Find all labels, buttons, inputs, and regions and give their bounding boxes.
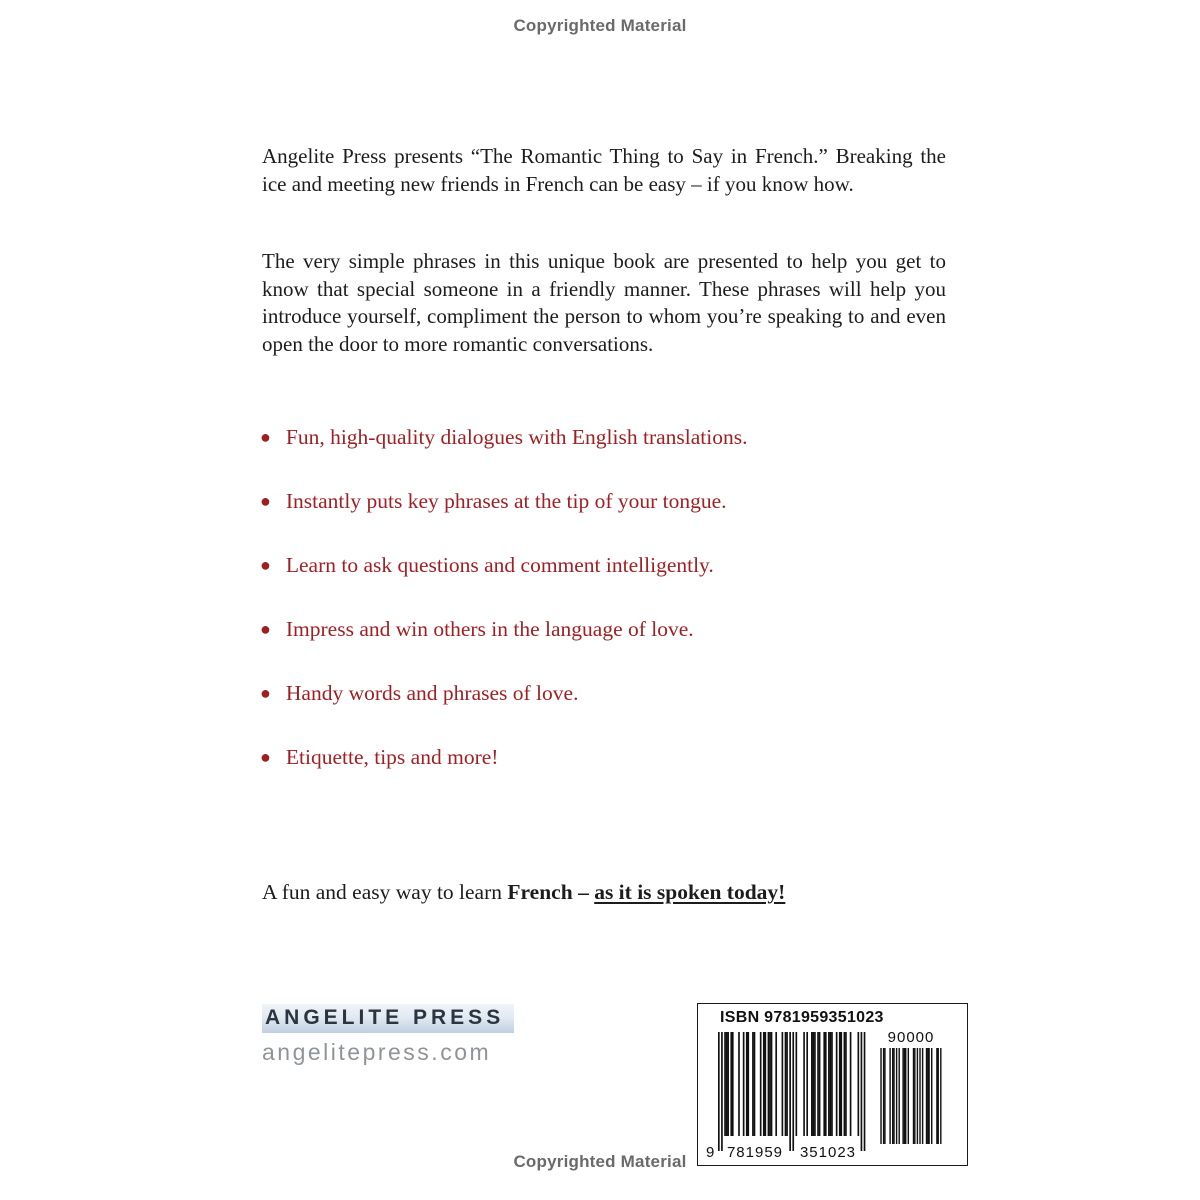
list-item — [260, 552, 920, 580]
ean13-barcode — [704, 1032, 869, 1160]
list-item — [260, 488, 920, 516]
tagline-prefix: A fun and easy way to learn — [262, 879, 508, 904]
publisher-block — [262, 1004, 514, 1066]
bullet-icon: ● — [260, 747, 271, 767]
publisher-logo: ANGELITE PRESS — [262, 1004, 514, 1033]
bullet-icon: ● — [260, 555, 271, 575]
bullet-icon: ● — [260, 619, 271, 639]
intro-paragraph-2: The very simple phrases in this unique book are presented to help you get to know that special someone in a friendly manner. These phrases will help you introduce yourself, compliment the person to whom you’re speaking to and even open the door to more romantic conversations. — [262, 249, 946, 356]
feature-bullet-list — [260, 424, 920, 808]
supplement-digits: 90000 — [887, 1029, 935, 1046]
bullet-icon: ● — [260, 491, 271, 511]
bullet-text: Impress and win others in the language of love. — [285, 617, 694, 641]
tagline-dash: – — [572, 879, 595, 904]
list-item — [260, 744, 920, 772]
tagline-underlined: as it is spoken today! — [594, 879, 786, 904]
list-item — [260, 680, 920, 708]
list-item — [260, 616, 920, 644]
bullet-icon: ● — [260, 683, 271, 703]
tagline-bold-word: French — [507, 879, 573, 904]
bullet-text: Etiquette, tips and more! — [285, 745, 499, 769]
isbn-barcode-box — [697, 1003, 968, 1166]
isbn-label: ISBN 9781959351023 — [720, 1009, 884, 1026]
publisher-website: angelitepress.com — [262, 1039, 492, 1065]
bullet-text: Handy words and phrases of love. — [285, 681, 579, 705]
bullet-text: Learn to ask questions and comment intelligently. — [285, 553, 714, 577]
tagline — [262, 880, 785, 905]
ean5-supplement-barcode — [878, 1028, 944, 1156]
intro-paragraph-1: Angelite Press presents “The Romantic Thing to Say in French.” Breaking the ice and meeting new friends in French can be easy – if you know how. — [262, 144, 946, 196]
barcode-digits-right: 351023 — [799, 1144, 857, 1160]
bullet-text: Fun, high-quality dialogues with English translations. — [285, 425, 748, 449]
bullet-icon: ● — [260, 427, 271, 447]
barcode-digits-left: 781959 — [726, 1144, 784, 1160]
list-item — [260, 424, 920, 452]
bullet-text: Instantly puts key phrases at the tip of your tongue. — [285, 489, 727, 513]
barcode-digit-lead: 9 — [706, 1144, 716, 1160]
copyright-notice-bottom: Copyrighted Material — [513, 1152, 687, 1171]
copyright-notice-top: Copyrighted Material — [513, 16, 687, 35]
